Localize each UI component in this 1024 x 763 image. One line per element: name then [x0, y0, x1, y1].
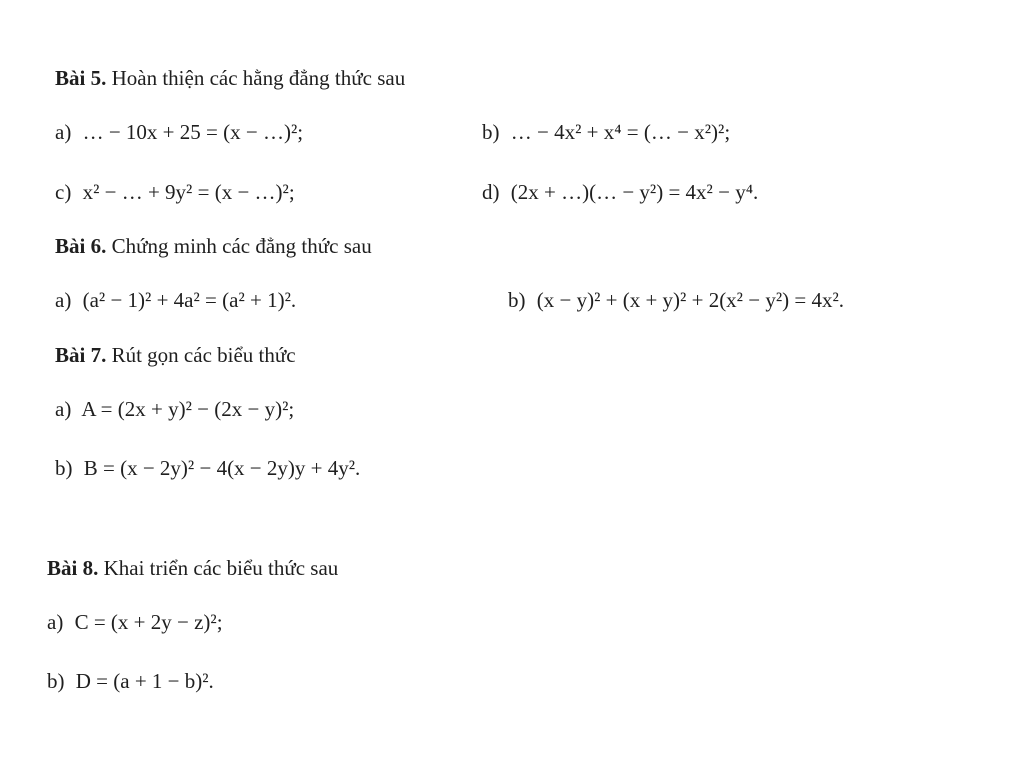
exercise-6-heading: [55, 234, 372, 259]
exercise-8a-label: a): [47, 610, 64, 634]
exercise-5-title: Hoàn thiện các hằng đẳng thức sau: [111, 66, 406, 90]
exercise-6b-label: b): [508, 288, 526, 312]
exercise-8a-expression: C = (x + 2y − z)²;: [74, 610, 223, 634]
exercise-5d: [482, 180, 758, 205]
exercise-5a-label: a): [55, 120, 72, 144]
exercise-8-heading: [47, 556, 338, 581]
exercise-7a: [55, 397, 294, 422]
exercise-7b: [55, 456, 360, 481]
exercise-8b-label: b): [47, 669, 65, 693]
exercise-5b-expression: … − 4x² + x⁴ = (… − x²)²;: [510, 120, 731, 144]
exercise-7a-expression: A = (2x + y)² − (2x − y)²;: [81, 397, 295, 421]
exercise-7b-expression: B = (x − 2y)² − 4(x − 2y)y + 4y².: [83, 456, 361, 480]
exercise-8-number: Bài 8.: [47, 556, 99, 580]
exercise-6b-expression: (x − y)² + (x + y)² + 2(x² − y²) = 4x².: [536, 288, 844, 312]
exercise-5a-expression: … − 10x + 25 = (x − …)²;: [82, 120, 304, 144]
exercise-5c-label: c): [55, 180, 72, 204]
exercise-8b: [47, 669, 214, 694]
exercise-5a: [55, 120, 303, 145]
exercise-6-title: Chứng minh các đẳng thức sau: [111, 234, 372, 258]
exercise-8b-expression: D = (a + 1 − b)².: [75, 669, 214, 693]
exercise-8-title: Khai triển các biểu thức sau: [103, 556, 339, 580]
exercise-6b: [508, 288, 844, 313]
exercise-5b-label: b): [482, 120, 500, 144]
exercise-5b: [482, 120, 730, 145]
exercise-7b-label: b): [55, 456, 73, 480]
exercise-5c-expression: x² − … + 9y² = (x − …)²;: [82, 180, 295, 204]
exercise-6-number: Bài 6.: [55, 234, 107, 258]
exercise-6a-label: a): [55, 288, 72, 312]
exercise-5d-label: d): [482, 180, 500, 204]
exercise-5d-expression: (2x + …)(… − y²) = 4x² − y⁴.: [510, 180, 759, 204]
exercise-7-title: Rút gọn các biểu thức: [111, 343, 296, 367]
exercise-7a-label: a): [55, 397, 72, 421]
exercise-5-number: Bài 5.: [55, 66, 107, 90]
exercise-5c: [55, 180, 295, 205]
exercise-6a-expression: (a² − 1)² + 4a² = (a² + 1)².: [82, 288, 297, 312]
exercise-7-heading: [55, 343, 296, 368]
exercise-6a: [55, 288, 296, 313]
exercise-5-heading: [55, 66, 405, 91]
exercise-7-number: Bài 7.: [55, 343, 107, 367]
exercise-8a: [47, 610, 223, 635]
